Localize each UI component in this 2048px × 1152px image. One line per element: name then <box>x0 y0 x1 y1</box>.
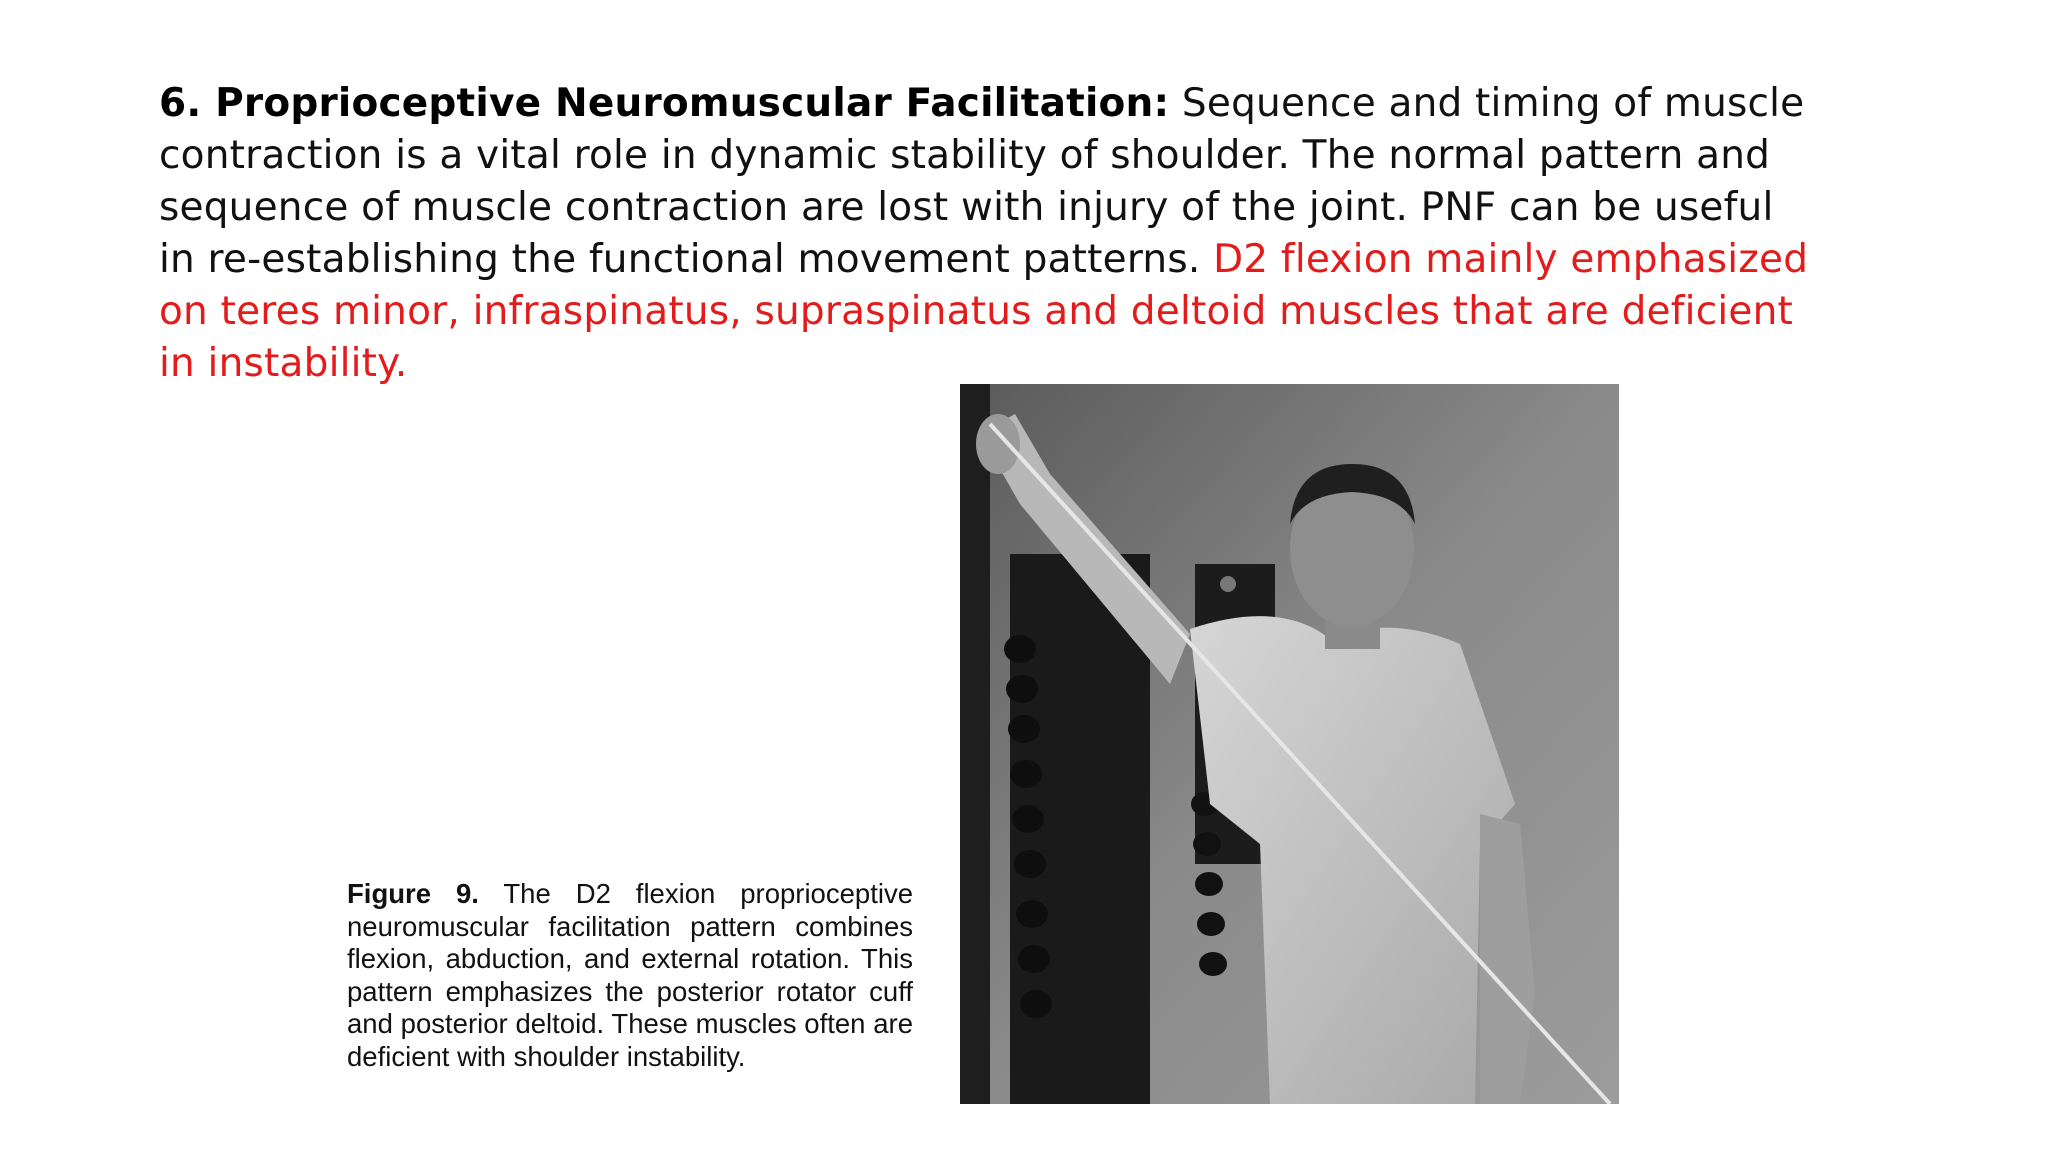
figure-label: Figure 9. <box>347 878 479 909</box>
figure-caption <box>347 878 913 1073</box>
section-heading: 6. Proprioceptive Neuromuscular Facilitation: <box>159 81 1170 126</box>
body-plain-text: Sequence and timing of muscle contraction is a vital role in dynamic stability of shoulder. The normal pattern and sequence of muscle contraction are lost with injury of the joint. PNF can be useful in re-establishing the functional movement patterns. <box>159 81 1805 282</box>
slide-body-text <box>159 78 1819 390</box>
body-highlight-text: D2 flexion mainly emphasized on teres minor, infraspinatus, supraspinatus and deltoid muscles that are deficient in instability. <box>159 237 1809 386</box>
d2-flexion-photo <box>960 384 1619 1104</box>
figure-caption-text: The D2 flexion proprioceptive neuromuscular facilitation pattern combines flexion, abduction, and external rotation. This pattern emphasizes the posterior rotator cuff and posterior deltoid. These muscles often are deficient with shoulder instability. <box>347 878 913 1072</box>
